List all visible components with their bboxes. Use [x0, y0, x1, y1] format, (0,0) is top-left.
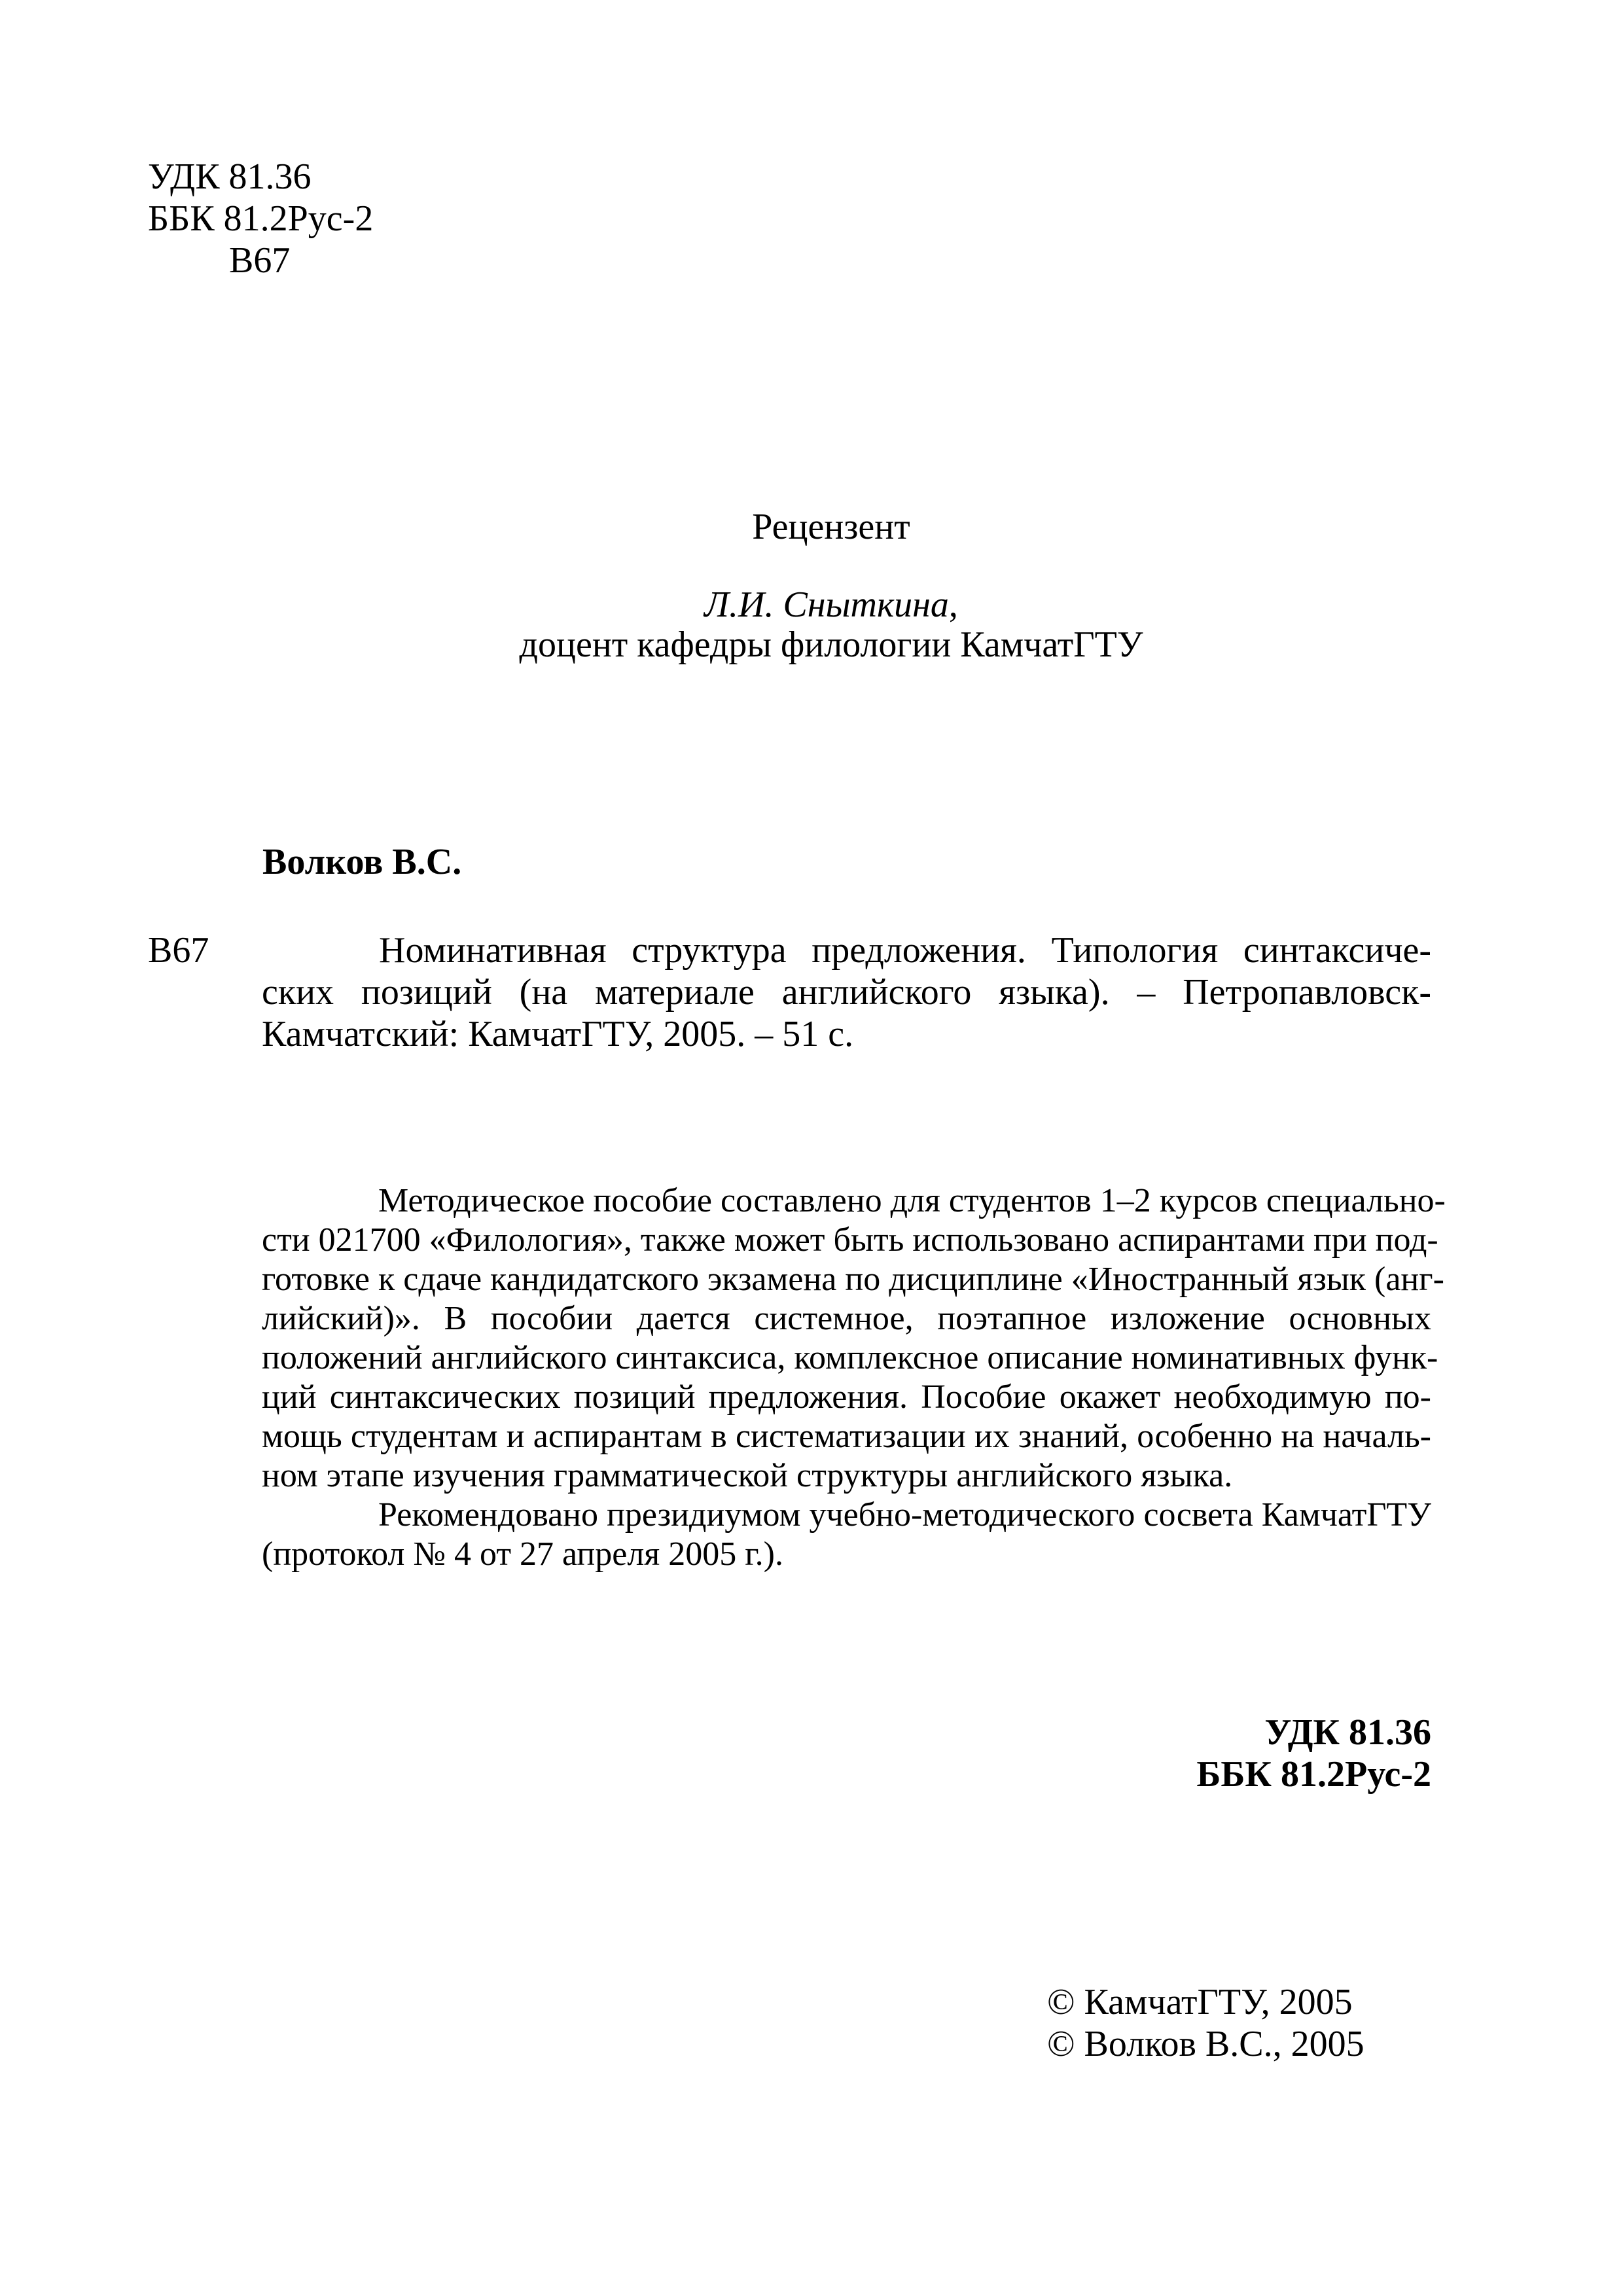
copyright-block: [1047, 1981, 1410, 2065]
bibliography-line: Камчатский: КамчатГТУ, 2005. – 51 с.: [262, 1014, 854, 1054]
copyright-line: © Волков В.С., 2005: [1047, 2024, 1364, 2064]
reviewer-name-suffix: ,: [948, 584, 958, 625]
udk-code: УДК 81.36: [148, 156, 312, 197]
bibliography-record: [262, 929, 1431, 1055]
bottom-classification-block: [982, 1712, 1431, 1795]
reviewer-title: доцент кафедры филологии КамчатГТУ: [519, 624, 1143, 665]
annotation-line: готовке к сдаче кандидатского экзамена по дисциплине «Иностранный язык (анг-: [262, 1261, 1444, 1298]
annotation-line: мощь студентам и аспирантам в систематизации их знаний, особенно на началь-: [262, 1418, 1431, 1455]
annotation-line: положений английского синтаксиса, комплексное описание номинативных функ-: [262, 1339, 1438, 1376]
copyright-line: © КамчатГТУ, 2005: [1047, 1982, 1353, 2022]
annotation-recommendation-line: (протокол № 4 от 27 апреля 2005 г.).: [262, 1535, 783, 1573]
bibliography-line: ских позиций (на материале английского языка). – Петропавловск-: [262, 972, 1431, 1013]
annotation-recommendation-line: Рекомендовано президиумом учебно-методического сосвета КамчатГТУ: [378, 1496, 1431, 1534]
bbk-code: ББК 81.2Рус-2: [148, 198, 374, 239]
annotation-line: лийский)». В пособии дается системное, поэтапное изложение основных: [262, 1300, 1431, 1337]
reviewer-name: Л.И. Сныткина: [704, 584, 949, 625]
annotation-line: Методическое пособие составлено для студентов 1–2 курсов специально-: [378, 1182, 1446, 1219]
annotation: [262, 1181, 1446, 1574]
bibliography-line: Номинативная структура предложения. Типология синтаксиче-: [379, 930, 1431, 971]
bottom-udk-code: УДК 81.36: [1264, 1712, 1431, 1753]
author-code: В67: [229, 240, 291, 281]
annotation-line: сти 021700 «Филология», также может быть использовано аспирантами при под-: [262, 1221, 1438, 1259]
author-name: Волков В.С.: [262, 842, 462, 882]
reviewer-label: Рецензент: [752, 507, 910, 547]
classification-block: [148, 156, 373, 281]
annotation-line: ций синтаксических позиций предложения. Пособие окажет необходимую по-: [262, 1378, 1431, 1416]
bibliography-code: В67: [148, 930, 209, 971]
bottom-bbk-code: ББК 81.2Рус-2: [1196, 1754, 1431, 1795]
reviewer-name-line: [0, 584, 1623, 626]
annotation-line: ном этапе изучения грамматической структуры английского языка.: [262, 1457, 1233, 1494]
